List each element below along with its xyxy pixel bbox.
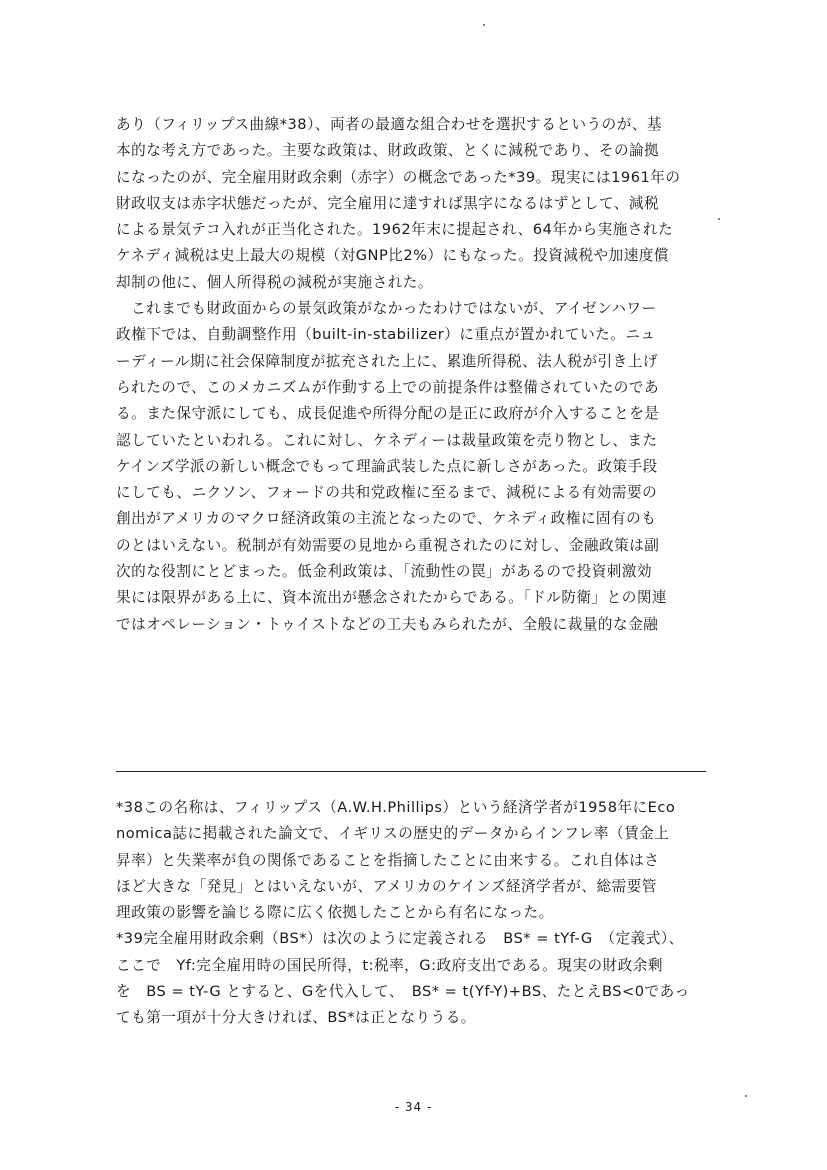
body-line: 政権下では、自動調整作用（built-in-stabilizer）に重点が置かれていた。ニュ — [116, 326, 656, 344]
scan-speck — [483, 24, 485, 26]
body-line: 果には限界がある上に、資本流出が懸念されたからである。「ドル防衛」との関連 — [116, 589, 668, 607]
body-line: 認していたといわれる。これに対し、ケネディーは裁量政策を売り物とし、また — [116, 431, 658, 449]
footnote-line: 昇率）と失業率が負の関係であることを指摘したことに由来する。これ自体はさ — [116, 851, 660, 869]
body-line: 創出がアメリカのマクロ経済政策の主流となったので、ケネディ政権に固有のも — [116, 510, 657, 528]
footnote-line: ほど大きな「発見」とはいえないが、アメリカのケインズ経済学者が、総需要管 — [116, 877, 657, 895]
scan-speck — [745, 1095, 747, 1097]
footnotes — [116, 795, 712, 1032]
body-line: ケインズ学派の新しい概念でもって理論武装した点に新しさがあった。政策手段 — [116, 457, 658, 475]
body-line: ではオペレーション・トゥイストなどの工夫もみられたが、全般に裁量的な金融 — [116, 615, 659, 633]
body-line: られたので、このメカニズムが作動する上での前提条件は整備されていたのであ — [116, 378, 660, 396]
body-line: ケネディ減税は史上最大の規模（対GNP比2%）にもなった。投資減税や加速度償 — [116, 247, 670, 265]
body-line: 本的な考え方であった。主要な政策は、財政政策、とくに減税であり、その論拠 — [116, 142, 660, 160]
body-line: になったのが、完全雇用財政余剰（赤字）の概念であった*39。現実には1961年の — [116, 168, 681, 186]
footnote-line: *38この名称は、フィリップス（A.W.H.Phillips）という経済学者が1958年にEco — [116, 799, 676, 816]
footnote-divider — [116, 771, 706, 772]
body-line: あり（フィリップス曲線*38）、両者の最適な組合わせを選択するというのが、基 — [116, 116, 663, 133]
body-line: 却制の他に、個人所得税の減税が実施された。 — [116, 273, 433, 291]
body-line: のとはいえない。税制が有効需要の見地から重視されたのに対し、金融政策は副 — [116, 536, 660, 554]
footnote-line: *39完全雇用財政余剰（BS*）は次のように定義される BS* = tYf-G （定義式）、 — [116, 930, 684, 948]
body-line: る。また保守派にしても、成長促進や所得分配の是正に政府が介入することを是 — [116, 405, 660, 423]
main-body-text — [116, 112, 712, 638]
footnote-line: を BS = tY-G とすると、Gを代入して、 BS* = t(Yf-Y)+BS、たとえBS<0であっ — [116, 983, 690, 1001]
body-line: 次的な役割にとどまった。低金利政策は、「流動性の罠」があるので投資刺激効 — [116, 563, 653, 581]
body-line: 財政収支は赤字状態だったが、完全雇用に達すれば黒字になるはずとして、減税 — [116, 194, 660, 212]
footnote-line: 理政策の影響を論じる際に広く依拠したことから有名になった。 — [116, 904, 554, 922]
footnote-line: nomica誌に掲載された論文で、イギリスの歴史的データからインフレ率（賃金上 — [116, 825, 670, 843]
body-line: ーディール期に社会保障制度が拡充された上に、累進所得税、法人税が引き上げ — [116, 352, 658, 370]
body-line: これまでも財政面からの景気政策がなかったわけではないが、アイゼンハワー — [116, 300, 657, 318]
footnote-line: ここで Yf:完全雇用時の国民所得，t:税率，G:政府支出である。現実の財政余剰 — [116, 956, 663, 974]
page-number: - 34 - — [394, 1100, 433, 1114]
body-line: による景気テコ入れが正当化された。1962年末に提起され、64年から実施された — [116, 221, 674, 239]
footnote-line: ても第一項が十分大きければ、BS*は正となりうる。 — [116, 1009, 476, 1027]
body-line: にしても、ニクソン、フォードの共和党政権に至るまで、減税による有効需要の — [116, 484, 658, 502]
scan-speck — [718, 218, 720, 220]
